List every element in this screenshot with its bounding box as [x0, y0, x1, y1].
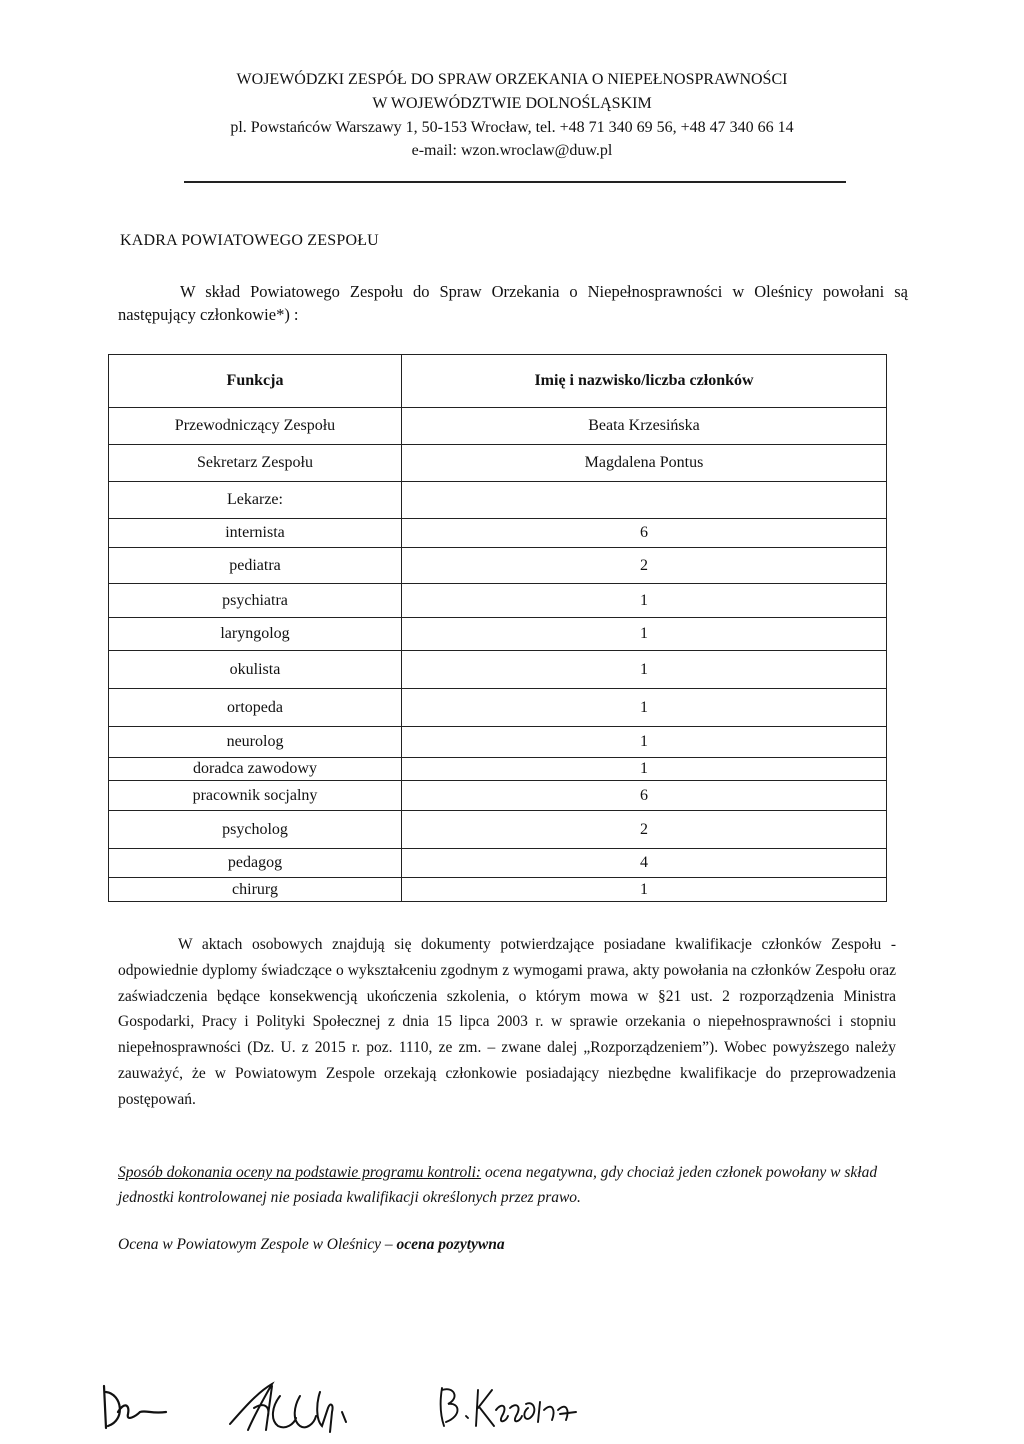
- header-institution-name: WOJEWÓDZKI ZESPÓŁ DO SPRAW ORZEKANIA O NIEPEŁNOSPRAWNOŚCI: [236, 71, 788, 88]
- cell-wartosc: 1: [402, 584, 887, 618]
- table-row: [109, 584, 887, 618]
- cell-wartosc: 1: [402, 618, 887, 651]
- cell-funkcja: pracownik socjalny: [109, 781, 402, 811]
- header-address: pl. Powstańców Warszawy 1, 50-153 Wrocław, tel. +48 71 340 69 56, +48 47 340 66 14: [230, 119, 794, 136]
- cell-funkcja: Lekarze:: [109, 482, 402, 519]
- cell-funkcja: Przewodniczący Zespołu: [109, 408, 402, 445]
- table-row: [109, 519, 887, 548]
- cell-funkcja: pedagog: [109, 849, 402, 878]
- cell-funkcja: okulista: [109, 651, 402, 689]
- cell-funkcja: internista: [109, 519, 402, 548]
- table-row: [109, 727, 887, 758]
- signature-3: [436, 1372, 582, 1438]
- table-header-row: [109, 355, 887, 408]
- table-row: [109, 445, 887, 482]
- table-row: [109, 548, 887, 584]
- header-divider: [184, 181, 846, 183]
- cell-wartosc: 4: [402, 849, 887, 878]
- table-row: [109, 758, 887, 781]
- table-row: [109, 651, 887, 689]
- cell-wartosc: [402, 482, 887, 519]
- cell-wartosc: 1: [402, 878, 887, 902]
- cell-funkcja: psychiatra: [109, 584, 402, 618]
- table-row: [109, 781, 887, 811]
- cell-wartosc: 1: [402, 727, 887, 758]
- evaluation-result-value: ocena pozytywna: [396, 1236, 505, 1253]
- table-row: [109, 811, 887, 849]
- intro-paragraph: W skład Powiatowego Zespołu do Spraw Orzekania o Niepełnosprawności w Oleśnicy powołani są następujący członkowie*) :: [118, 282, 908, 324]
- table-row: [109, 849, 887, 878]
- staff-table: [108, 354, 887, 902]
- table-row: [109, 618, 887, 651]
- cell-wartosc: 6: [402, 519, 887, 548]
- cell-funkcja: ortopeda: [109, 689, 402, 727]
- cell-funkcja: pediatra: [109, 548, 402, 584]
- cell-wartosc: Beata Krzesińska: [402, 408, 887, 445]
- cell-wartosc: 2: [402, 548, 887, 584]
- table-row: [109, 408, 887, 445]
- cell-funkcja: neurolog: [109, 727, 402, 758]
- qualifications-text: W aktach osobowych znajdują się dokumenty potwierdzające posiadane kwalifikacje członków Zespołu - odpowiednie dyplomy świadczące o wykształceniu zgodnym z wymogami prawa, akty powołania na członków Zespołu oraz zaświadczenia będące konsekwencją ukończenia szkolenia, o którym mowa w §21 ust. 2 rozporządzenia Ministra Gospodarki, Pracy i Polityki Społecznej z dnia 15 lipca 2003 r. w sprawie orzekania o niepełnosprawności i stopniu niepełnosprawności (Dz. U. z 2015 r. poz. 1110, ze zm. – zwane dalej „Rozporządzeniem”). Wobec powyższego należy zauważyć, że w Powiatowym Zespole orzekają członkowie posiadający niezbędne kwalifikacje do przeprowadzenia postępowań.: [118, 936, 896, 1108]
- table-row: [109, 878, 887, 902]
- signature-1: [96, 1372, 176, 1438]
- table-row: [109, 689, 887, 727]
- cell-wartosc: Magdalena Pontus: [402, 445, 887, 482]
- cell-funkcja: chirurg: [109, 878, 402, 902]
- cell-wartosc: 1: [402, 689, 887, 727]
- cell-funkcja: psycholog: [109, 811, 402, 849]
- cell-wartosc: 1: [402, 758, 887, 781]
- table-row: [109, 482, 887, 519]
- header-region: W WOJEWÓDZTWIE DOLNOŚLĄSKIM: [372, 95, 652, 112]
- qualifications-paragraph: [118, 932, 896, 1113]
- column-header-funkcja: Funkcja: [109, 355, 402, 408]
- signature-2: [224, 1372, 354, 1438]
- cell-wartosc: 2: [402, 811, 887, 849]
- cell-funkcja: doradca zawodowy: [109, 758, 402, 781]
- evaluation-method: [118, 1160, 898, 1210]
- cell-wartosc: 1: [402, 651, 887, 689]
- evaluation-result-prefix: Ocena w Powiatowym Zespole w Oleśnicy –: [118, 1236, 397, 1253]
- header-email: e-mail: wzon.wroclaw@duw.pl: [411, 142, 613, 159]
- evaluation-result: [118, 1236, 505, 1254]
- column-header-imie: Imię i nazwisko/liczba członków: [402, 355, 887, 408]
- intro-text: [118, 280, 908, 326]
- cell-funkcja: Sekretarz Zespołu: [109, 445, 402, 482]
- cell-funkcja: laryngolog: [109, 618, 402, 651]
- page-title: KADRA POWIATOWEGO ZESPOŁU: [120, 232, 379, 249]
- evaluation-method-label: Sposób dokonania oceny na podstawie programu kontroli:: [118, 1164, 482, 1181]
- cell-wartosc: 6: [402, 781, 887, 811]
- evaluation-method-text: ocena negatywna, gdy chociaż jeden członek powołany w skład jednostki kontrolowanej nie posiada kwalifikacji określonych przez prawo.: [118, 1164, 878, 1206]
